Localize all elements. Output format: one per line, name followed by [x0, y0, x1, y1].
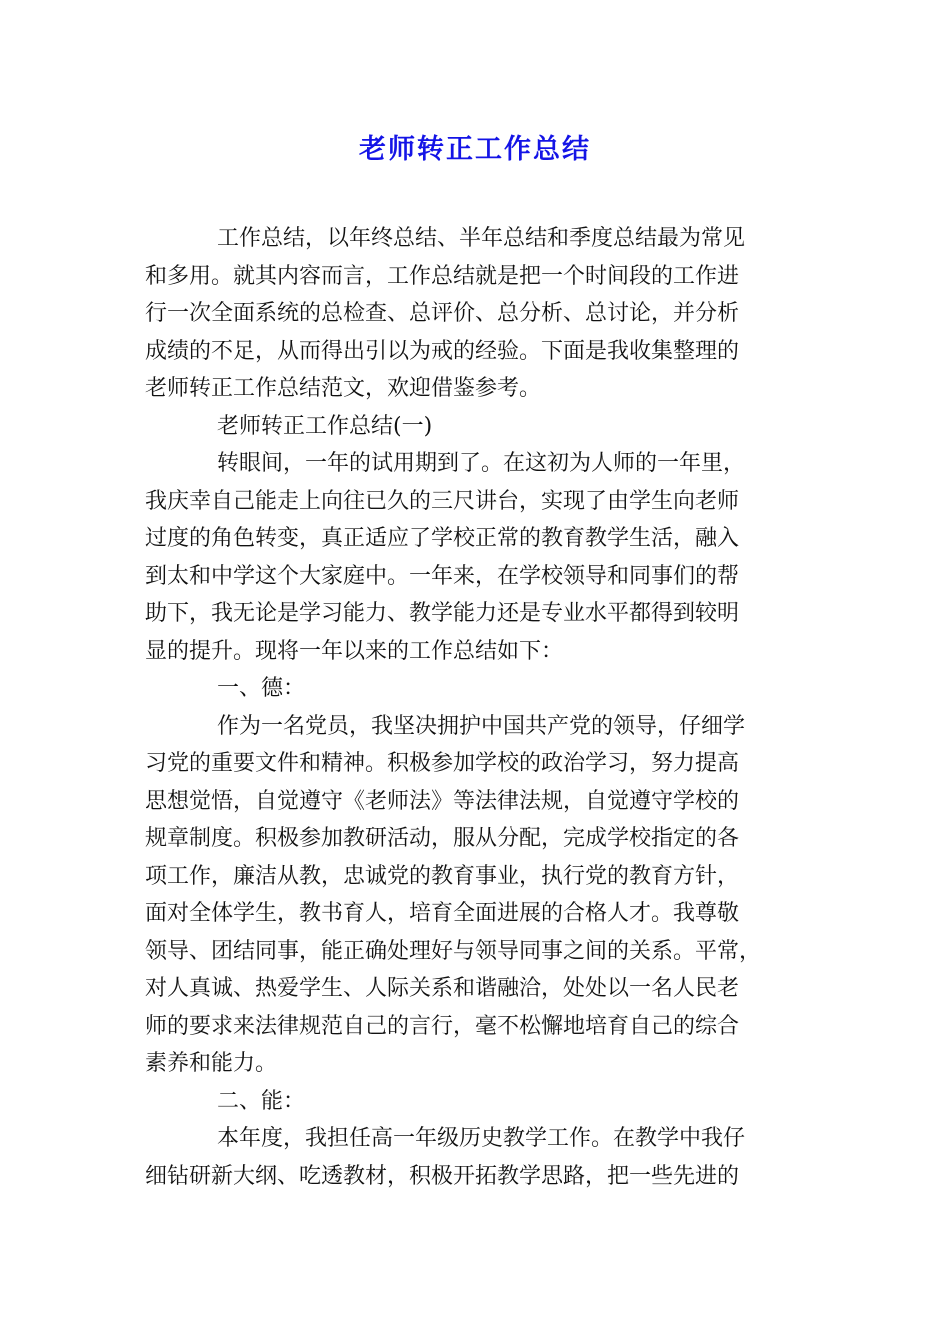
text-line: 规章制度。积极参加教研活动，服从分配，完成学校指定的各 — [145, 826, 740, 851]
text-line: 成绩的不足，从而得出引以为戒的经验。下面是我收集整理的 — [145, 338, 740, 364]
document-body — [145, 220, 805, 1195]
text-line: 素养和能力。 — [145, 1051, 278, 1076]
text-line: 作为一名党员，我坚决拥护中国共产党的领导，仔细学 — [217, 713, 746, 739]
text-line: 转眼间，一年的试用期到了。在这初为人师的一年里， — [217, 451, 746, 476]
text-line: 和多用。就其内容而言，工作总结就是把一个时间段的工作进 — [145, 263, 740, 289]
text-line: 一、德： — [217, 676, 306, 701]
text-line: 习党的重要文件和精神。积极参加学校的政治学习，努力提高 — [145, 751, 740, 776]
text-line: 到太和中学这个大家庭中。一年来，在学校领导和同事们的帮 — [145, 563, 740, 589]
text-line: 二、能： — [217, 1088, 306, 1114]
text-line: 师的要求来法律规范自己的言行，毫不松懈地培育自己的综合 — [145, 1013, 740, 1039]
text-line: 领导、团结同事，能正确处理好与领导同事之间的关系。平常， — [145, 938, 762, 964]
text-line: 我庆幸自己能走上向往已久的三尺讲台，实现了由学生向老师 — [145, 488, 740, 514]
text-line: 思想觉悟，自觉遵守《老师法》等法律法规，自觉遵守学校的 — [145, 788, 740, 814]
text-line: 过度的角色转变，真正适应了学校正常的教育教学生活，融入 — [145, 526, 740, 551]
text-line: 面对全体学生，教书育人，培育全面进展的合格人才。我尊敬 — [145, 901, 740, 926]
text-line: 行一次全面系统的总检查、总评价、总分析、总讨论，并分析 — [145, 301, 740, 326]
text-line: 对人真诚、热爱学生、人际关系和谐融洽，处处以一名人民老 — [145, 976, 740, 1001]
text-line: 助下，我无论是学习能力、教学能力还是专业水平都得到较明 — [145, 601, 740, 626]
text-line: 老师转正工作总结范文，欢迎借鉴参考。 — [145, 376, 542, 401]
text-line: 细钻研新大纲、吃透教材，积极开拓教学思路，把一些先进的 — [145, 1163, 740, 1189]
text-line: 老师转正工作总结(一) — [217, 413, 433, 439]
text-line: 本年度，我担任高一年级历史教学工作。在教学中我仔 — [217, 1126, 746, 1151]
text-line: 工作总结，以年终总结、半年总结和季度总结最为常见 — [217, 226, 746, 251]
text-line: 显的提升。现将一年以来的工作总结如下： — [145, 638, 564, 664]
document-title: 老师转正工作总结 — [359, 134, 591, 165]
text-line: 项工作，廉洁从教，忠诚党的教育事业，执行党的教育方针， — [145, 863, 740, 889]
